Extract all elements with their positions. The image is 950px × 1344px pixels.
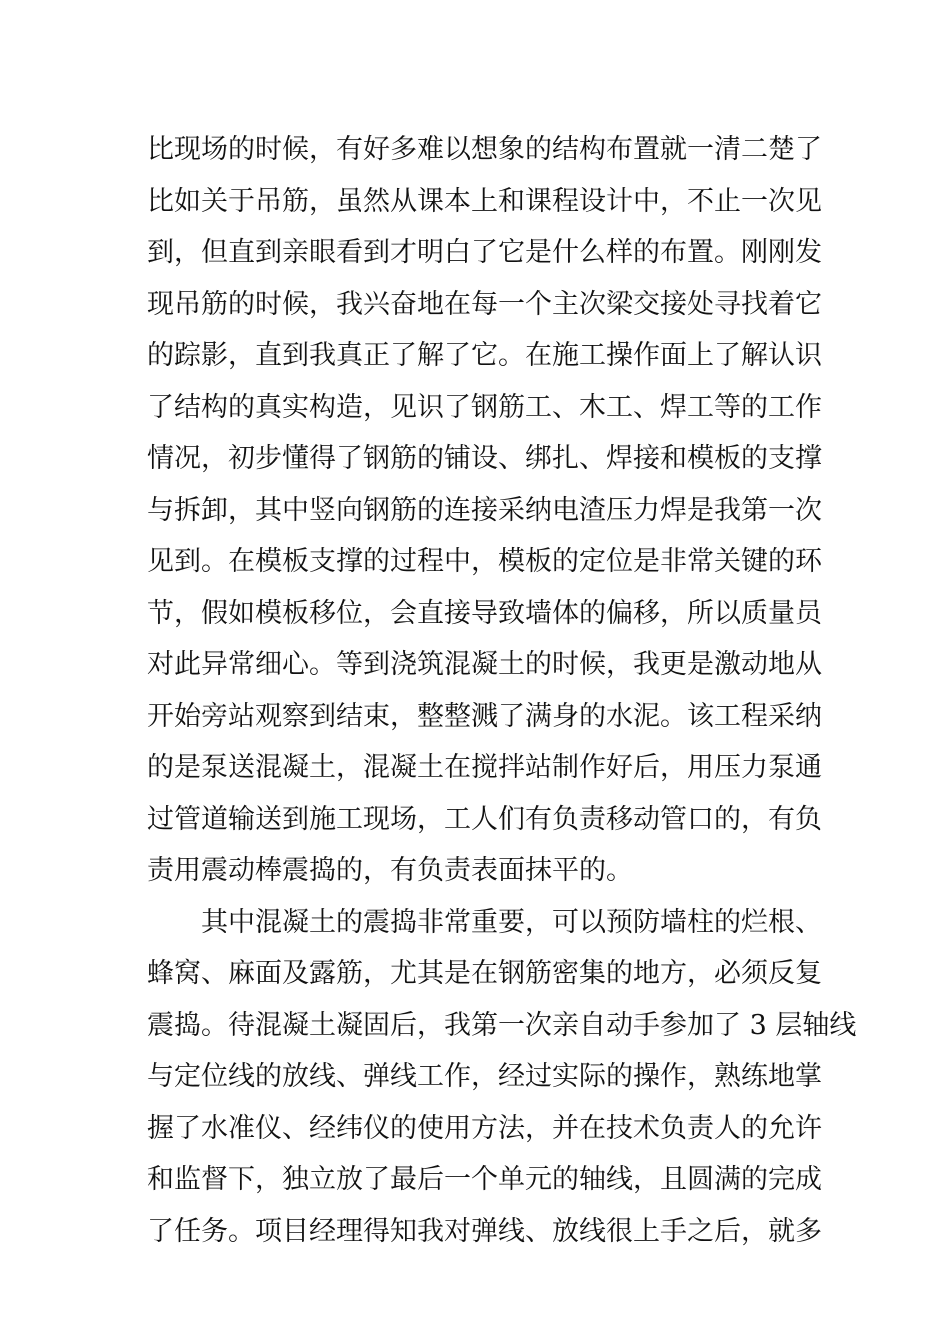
text-line: 的是泵送混凝土，混凝土在搅拌站制作好后，用压力泵通 [147,752,822,783]
text-line: 蜂窝、麻面及露筋，尤其是在钢筋密集的地方，必须反复 [147,958,822,989]
body-text [147,124,857,1257]
text-line: 与拆卸，其中竖向钢筋的连接采纳电渣压力焊是我第一次 [147,494,822,526]
text-line: 过管道输送到施工现场，工人们有负责移动管口的，有负 [147,803,822,835]
text-line: 比现场的时候，有好多难以想象的结构布置就一清二楚了 [147,134,822,165]
text-line: 握了水准仪、经纬仪的使用方法，并在技术负责人的允许 [147,1112,822,1144]
text-line: 现吊筋的时候，我兴奋地在每一个主次梁交接处寻找着它 [147,288,822,320]
text-line: 见到。在模板支撑的过程中，模板的定位是非常关键的环 [147,546,822,577]
text-line: 节，假如模板移位，会直接导致墙体的偏移，所以质量员 [147,597,822,629]
text-line: 了结构的真实构造，见识了钢筋工、木工、焊工等的工作 [147,391,822,423]
paragraph-2 [147,897,857,1258]
text-line: 对此异常细心。等到浇筑混凝土的时候，我更是激动地从 [147,649,822,680]
text-line: 和监督下，独立放了最后一个单元的轴线，且圆满的完成 [147,1164,822,1195]
text-line: 到，但直到亲眼看到才明白了它是什么样的布置。刚刚发 [147,237,822,268]
text-line: 震捣。待混凝土凝固后，我第一次亲自动手参加了 3 层轴线 [147,1009,857,1041]
text-line: 开始旁站观察到结束，整整溅了满身的水泥。该工程采纳 [147,700,822,732]
text-line: 责用震动棒震捣的，有负责表面抹平的。 [147,855,633,886]
text-line-indented: 其中混凝土的震捣非常重要，可以预防墙柱的烂根、 [201,906,822,938]
text-line: 比如关于吊筋，虽然从课本上和课程设计中，不止一次见 [147,185,822,217]
text-line: 了任务。项目经理得知我对弹线、放线很上手之后，就多 [147,1215,822,1247]
paragraph-1 [147,124,822,897]
text-line: 的踪影，直到我真正了解了它。在施工操作面上了解认识 [147,340,822,371]
text-line: 情况，初步懂得了钢筋的铺设、绑扎、焊接和模板的支撑 [147,443,822,474]
text-line: 与定位线的放线、弹线工作，经过实际的操作，熟练地掌 [147,1061,822,1092]
